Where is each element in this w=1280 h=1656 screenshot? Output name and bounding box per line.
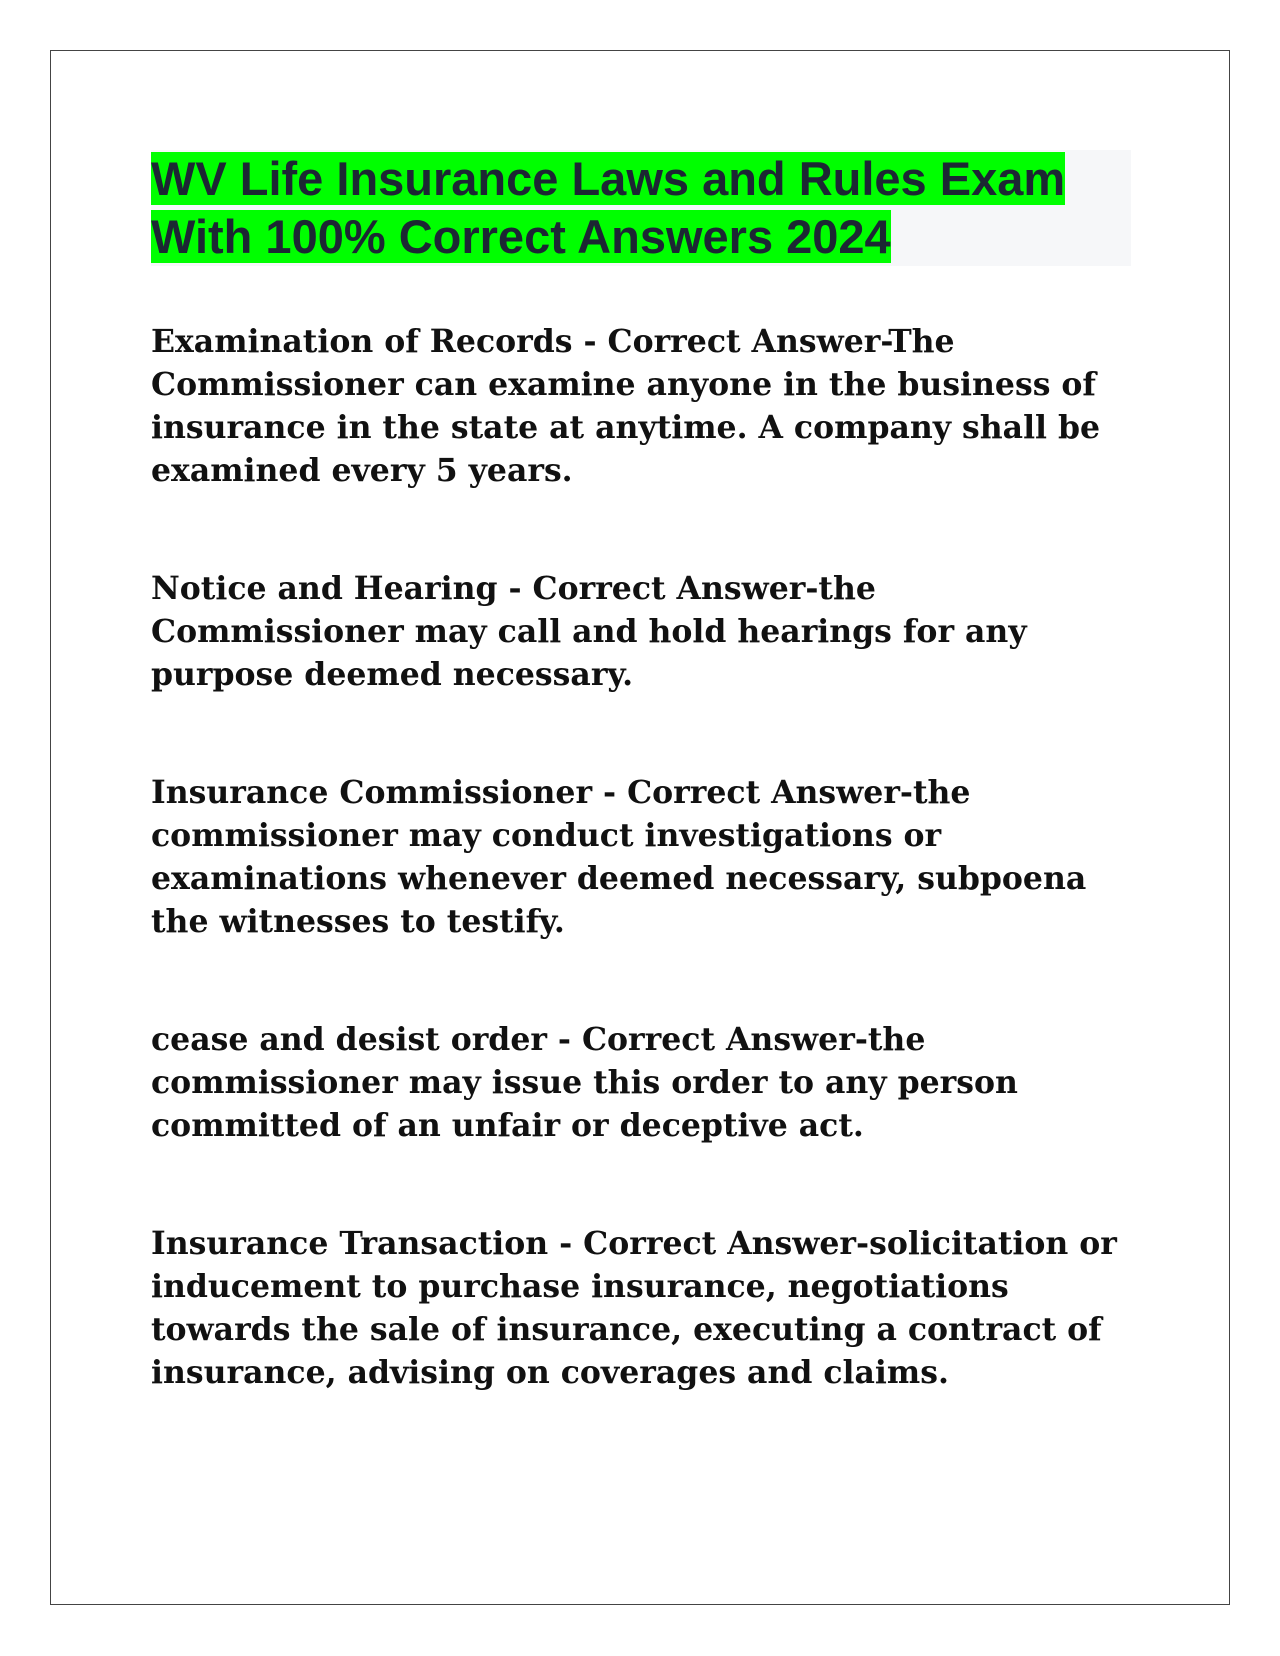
qa-entry-insurance-transaction: Insurance Transaction - Correct Answer-solicitation or inducement to purchase insurance, negotiations towards the sale of insurance, executing a contract of insurance, advising on coverages and claims. — [151, 1225, 1117, 1391]
qa-entry-insurance-commissioner: Insurance Commissioner - Correct Answer-the commissioner may conduct investigations or examinations whenever deemed necessary, subpoena the witnesses to testify. — [151, 774, 1087, 940]
document-content — [151, 150, 1131, 1469]
qa-entry-examination-of-records: Examination of Records - Correct Answer-The Commissioner can examine anyone in the business of insurance in the state at anytime. A company shall be examined every 5 years. — [151, 323, 1101, 489]
title-line-1: WV Life Insurance Laws and Rules Exam — [151, 152, 1066, 205]
qa-entry-cease-and-desist-order: cease and desist order - Correct Answer-the commissioner may issue this order to any person committed of an unfair or deceptive act. — [151, 1021, 1018, 1144]
title-block — [151, 150, 1131, 266]
title-line-2: With 100% Correct Answers 2024 — [151, 210, 891, 263]
document-title — [151, 150, 1131, 266]
qa-entry-notice-and-hearing: Notice and Hearing - Correct Answer-the Commissioner may call and hold hearings for any purpose deemed necessary. — [151, 570, 1027, 693]
